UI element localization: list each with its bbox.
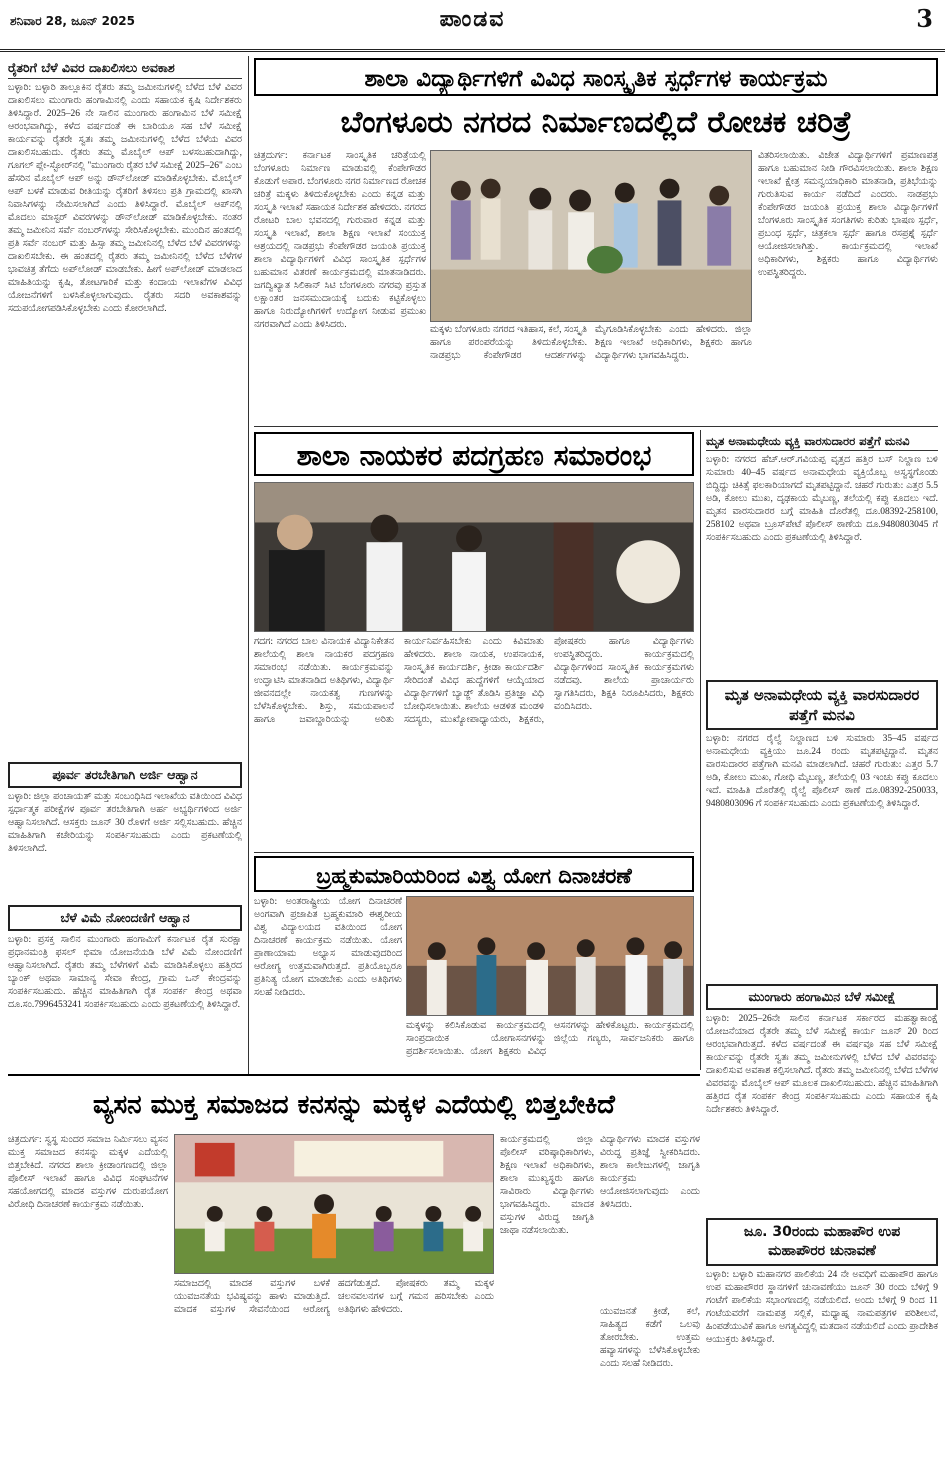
yoga-body-b: ಮಕ್ಕಳನ್ನು ಕಲಿಸಿಕೊಡುವ ಕಾರ್ಯಕ್ರಮದಲ್ಲಿ ಸಾಂಪ್ರದಾಯಿಕ ಯೋಗಾಸನಗಳನ್ನು ಪ್ರದರ್ಶಿಸಲಾಯಿತು. ಯೋಗ ಶಿಕ್ಷಕರು ವಿವಿಧ ಆಸನಗಳನ್ನು ಹೇಳಿಕೊಟ್ಟರು. ಕಾರ್ಯಕ್ರಮದಲ್ಲಿ ಜಿಲ್ಲೆಯ ಗಣ್ಯರು, ಸಾರ್ವಜನಿಕರು ಹಾಗೂ xyxy=(406,1021,694,1057)
left-article-3 xyxy=(8,905,242,1070)
right-article-1-body: ಬಳ್ಳಾರಿ: ನಗರದ ಹೆಚ್.ಆರ್.ಗವಿಯಪ್ಪ ವೃತ್ತದ ಹತ್ತಿರ ಬಸ್ ನಿಲ್ದಾಣ ಬಳಿ ಸುಮಾರು 40–45 ವರ್ಷದ ಅನಾಮಧೇಯ ವ್ಯಕ್ತಿಯೊಬ್ಬ ಅಸ್ವಸ್ಥಗೊಂಡು ಬಿದ್ದಿದ್ದು ಚಿಕಿತ್ಸೆ ಫಲಕಾರಿಯಾಗದೆ ಮೃತಪಟ್ಟಿದ್ದಾನೆ. ಚಹರೆ ಗುರುತು: ಎತ್ತರ 5.5 ಅಡಿ, ಕೋಲು ಮುಖ, ದೃಢಕಾಯ ಮೈಬಣ್ಣ, ತಲೆಯಲ್ಲಿ ಕಪ್ಪು ಕೂದಲು ಇದೆ. ಮೃತನ ವಾರಸುದಾರರ ಬಗ್ಗೆ ಮಾಹಿತಿ ದೊರೆತಲ್ಲಿ ದೂ.08392-258100, 258102 ಅಥವಾ ಬ್ರೂಸ್‌ಪೇಟೆ ಪೊಲೀಸ್ ಠಾಣೆಯ ದೂ.9480803045 ಗೆ ಸಂಪರ್ಕಿಸಬಹುದು ಎಂದು ಪ್ರಕಟಣೆಯಲ್ಲಿ ತಿಳಿಸಿದ್ದಾರೆ. xyxy=(706,455,938,543)
left-article-3-body: ಬಳ್ಳಾರಿ: ಪ್ರಸಕ್ತ ಸಾಲಿನ ಮುಂಗಾರು ಹಂಗಾಮಿಗೆ ಕರ್ನಾಟಕ ರೈತ ಸುರಕ್ಷಾ ಪ್ರಧಾನಮಂತ್ರಿ ಫಸಲ್ ಭಿಮಾ ಯೋಜನೆಯಡಿ ಬೆಳೆ ವಿಮೆ ನೋಂದಣಿಗೆ ಆಹ್ವಾನಿಸಲಾಗಿದೆ. ರೈತರು ತಮ್ಮ ಬೆಳೆಗಳಿಗೆ ವಿಮೆ ಮಾಡಿಸಿಕೊಳ್ಳಲು ಹತ್ತಿರದ ಬ್ಯಾಂಕ್ ಅಥವಾ ಸಾಮಾನ್ಯ ಸೇವಾ ಕೇಂದ್ರ, ಗ್ರಾಮ ಒನ್ ಕೇಂದ್ರವನ್ನು ಸಂಪರ್ಕಿಸಬಹುದು. ಹೆಚ್ಚಿನ ಮಾಹಿತಿಗಾಗಿ ರೈತ ಸಂಪರ್ಕ ಕೇಂದ್ರ ಅಥವಾ ದೂ.ಸಂ.7996453241 ಸಂಪರ್ಕಿಸಬಹುದು ಎಂದು ಪ್ರಕಟಣೆಯಲ್ಲಿ ತಿಳಿಸಿದ್ದಾರೆ. xyxy=(8,935,242,1010)
award-ceremony-photo xyxy=(431,151,751,321)
right-article-2-body: ಬಳ್ಳಾರಿ: ನಗರದ ರೈಲ್ವೆ ನಿಲ್ದಾಣದ ಬಳಿ ಸುಮಾರು 35–45 ವರ್ಷದ ಅನಾಮಧೇಯ ವ್ಯಕ್ತಿಯು ಜೂ.24 ರಂದು ಮೃತಪಟ್ಟಿದ್ದಾನೆ. ಮೃತನ ವಾರಸುದಾರರ ಪತ್ತೆಗಾಗಿ ಮನವಿ ಮಾಡಲಾಗಿದೆ. ಚಹರೆ ಗುರುತು: ಎತ್ತರ 5.7 ಅಡಿ, ಕೋಲು ಮುಖ, ಗೋಧಿ ಮೈಬಣ್ಣ, ತಲೆಯಲ್ಲಿ 03 ಇಂಚು ಕಪ್ಪು ಕೂದಲು ಇದೆ. ಮಾಹಿತಿ ದೊರೆತಲ್ಲಿ ರೈಲ್ವೆ ಪೊಲೀಸ್ ಠಾಣೆ ದೂ.08392-250033, 9480803096 ಗೆ ಸಂಪರ್ಕಿಸಬಹುದು ಎಂದು ಪ್ರಕಟಣೆಯಲ್ಲಿ ತಿಳಿಸಿದ್ದಾರೆ. xyxy=(706,734,938,809)
right-article-1-headline: ಮೃತ ಅನಾಮಧೇಯ ವ್ಯಕ್ತಿ ವಾರಸುದಾರರ ಪತ್ತೆಗೆ ಮನವಿ xyxy=(706,432,938,451)
yoga-headline: ಬ್ರಹ್ಮಕುಮಾರಿಯರಿಂದ ವಿಶ್ವ ಯೋಗ ದಿನಾಚರಣೆ xyxy=(254,856,694,892)
page-number: 3 xyxy=(916,4,933,33)
bottom-body-a: ಚಿತ್ರದುರ್ಗ: ಸ್ವಸ್ಥ ಸುಂದರ ಸಮಾಜ ನಿರ್ಮಿಸಲು ವ್ಯಸನ ಮುಕ್ತ ಸಮಾಜದ ಕನಸನ್ನು ಮಕ್ಕಳ ಎದೆಯಲ್ಲಿ ಬಿತ್ತಬೇಕಿದೆ. ನಗರದ ಶಾಲಾ ಕ್ರೀಡಾಂಗಣದಲ್ಲಿ ಜಿಲ್ಲಾ ಪೊಲೀಸ್ ಇಲಾಖೆ ಹಾಗೂ ವಿವಿಧ ಸಂಘಟನೆಗಳ ಸಹಯೋಗದಲ್ಲಿ ಮಾದಕ ವಸ್ತುಗಳ ದುರುಪಯೋಗ ವಿರೋಧಿ ದಿನಾಚರಣೆ ಕಾರ್ಯಕ್ರಮ ನಡೆಯಿತು. xyxy=(8,1135,168,1210)
top-headline-2: ಬೆಂಗಳೂರು ನಗರದ ನಿರ್ಮಾಣದಲ್ಲಿದೆ ರೋಚಕ ಚರಿತ್ರೆ xyxy=(340,105,852,140)
right-article-2 xyxy=(706,680,938,980)
mid-headline: ಶಾಲಾ ನಾಯಕರ ಪದಗ್ರಹಣ ಸಮಾರಂಭ xyxy=(254,432,694,476)
bottom-body-d: ವಿದ್ಯಾರ್ಥಿಗಳು ಮಾದಕ ವಸ್ತುಗಳ ವಿರುದ್ಧ ಪ್ರತಿಜ್ಞೆ ಸ್ವೀಕರಿಸಿದರು. ಶಾಲಾ ಕಾಲೇಜುಗಳಲ್ಲಿ ಜಾಗೃತಿ ಕಾರ್ಯಕ್ರಮ ಆಯೋಜಿಸಲಾಗುವುದು ಎಂದು ತಿಳಿಸಿದರು. xyxy=(600,1135,700,1210)
left-article-3-headline: ಬೆಳೆ ವಿಮೆ ನೋಂದಣಿಗೆ ಆಹ್ವಾನ xyxy=(8,905,242,931)
bottom-photo xyxy=(174,1134,494,1274)
bottom-headline: ವ್ಯಸನ ಮುಕ್ತ ಸಮಾಜದ ಕನಸನ್ನು ಮಕ್ಕಳ ಎದೆಯಲ್ಲಿ ಬಿತ್ತಬೇಕಿದೆ xyxy=(93,1090,615,1120)
bottom-body-b: ಸಮಾಜದಲ್ಲಿ ಮಾದಕ ವಸ್ತುಗಳ ಬಳಕೆ ಯುವಜನತೆಯ ಭವಿಷ್ಯವನ್ನು ಹಾಳು ಮಾಡುತ್ತಿದೆ. ಮಾದಕ ವಸ್ತುಗಳ ಸೇವನೆಯಿಂದ ಆರೋಗ್ಯ ಹದಗೆಡುತ್ತದೆ. ಪೋಷಕರು ತಮ್ಮ ಮಕ್ಕಳ ಚಲನವಲನಗಳ ಬಗ್ಗೆ ಗಮನ ಹರಿಸಬೇಕು ಎಂದು ಅತಿಥಿಗಳು ಹೇಳಿದರು. xyxy=(174,1279,494,1315)
left-article-1-headline: ರೈತರಿಗೆ ಬೆಳೆ ವಿವರ ದಾಖಲಿಸಲು ಅವಕಾಶ xyxy=(8,58,242,79)
mid-photo xyxy=(254,482,694,632)
left-article-2-body: ಬಳ್ಳಾರಿ: ಜಿಲ್ಲಾ ಪಂಚಾಯತ್ ಮತ್ತು ಸಂಬಂಧಿಸಿದ ಇಲಾಖೆಯ ವತಿಯಿಂದ ವಿವಿಧ ಸ್ಪರ್ಧಾತ್ಮಕ ಪರೀಕ್ಷೆಗಳ ಪೂರ್ವ ತರಬೇತಿಗಾಗಿ ಅರ್ಹ ಅಭ್ಯರ್ಥಿಗಳಿಂದ ಅರ್ಜಿ ಆಹ್ವಾನಿಸಲಾಗಿದೆ. ಆಸಕ್ತರು ಜೂನ್ 30 ರೊಳಗೆ ಅರ್ಜಿ ಸಲ್ಲಿಸಬಹುದು. ಹೆಚ್ಚಿನ ಮಾಹಿತಿಗಾಗಿ ಕಚೇರಿಯನ್ನು ಸಂಪರ್ಕಿಸಬಹುದು ಎಂದು ಪ್ರಕಟಣೆಯಲ್ಲಿ ತಿಳಿಸಲಾಗಿದೆ. xyxy=(8,792,242,854)
rule-under-top xyxy=(254,426,938,427)
top-body-left: ಚಿತ್ರದುರ್ಗ: ಕರ್ನಾಟಕ ಸಾಂಸ್ಕೃತಿಕ ಚರಿತ್ರೆಯಲ್ಲಿ ಬೆಂಗಳೂರು ನಿರ್ಮಾಣ ಮಾಡುವಲ್ಲಿ ಕೆಂಪೇಗೌಡರ ಕೊಡುಗೆ ಅಪಾರ. ಬೆಂಗಳೂರು ನಗರ ನಿರ್ಮಾಣದ ರೋಚಕ ಚರಿತ್ರೆ ಮಕ್ಕಳು ತಿಳಿದುಕೊಳ್ಳಬೇಕು ಎಂದು ಕನ್ನಡ ಮತ್ತು ಸಂಸ್ಕೃತಿ ಇಲಾಖೆ ಸಹಾಯಕ ನಿರ್ದೇಶಕ ಹೇಳಿದರು. ನಗರದ ರೋಟರಿ ಬಾಲ ಭವನದಲ್ಲಿ ಗುರುವಾರ ಕನ್ನಡ ಮತ್ತು ಸಂಸ್ಕೃತಿ ಇಲಾಖೆ, ಶಾಲಾ ಶಿಕ್ಷಣ ಇಲಾಖೆ ಸಂಯುಕ್ತ ಆಶ್ರಯದಲ್ಲಿ ನಾಡಪ್ರಭು ಕೆಂಪೇಗೌಡರ ಜಯಂತಿ ಪ್ರಯುಕ್ತ ಶಾಲಾ ವಿದ್ಯಾರ್ಥಿಗಳಿಗೆ ವಿವಿಧ ಸಾಂಸ್ಕೃತಿಕ ಸ್ಪರ್ಧೆಗಳ ಬಹುಮಾನ ವಿತರಣೆ ಕಾರ್ಯಕ್ರಮದಲ್ಲಿ ಮಾತನಾಡಿದರು. ಜಗದ್ವಿಖ್ಯಾತ ಸಿಲಿಕಾನ್ ಸಿಟಿ ಬೆಂಗಳೂರು ನಗರವು ಪ್ರಸ್ತುತ ಲಕ್ಷಾಂತರ ಜನಸಮುದಾಯಕ್ಕೆ ಬದುಕು ಕಟ್ಟಿಕೊಳ್ಳಲು ಹಾಗೂ ನಿರುದ್ಯೋಗಿಗಳಿಗೆ ಉದ್ಯೋಗ ನೀಡುವ ಪ್ರಮುಖ ನಗರವಾಗಿದೆ ಎಂದು ತಿಳಿಸಿದರು. xyxy=(254,151,426,330)
right-article-4-body: ಬಳ್ಳಾರಿ: ಬಳ್ಳಾರಿ ಮಹಾನಗರ ಪಾಲಿಕೆಯ 24 ನೇ ಅವಧಿಗೆ ಮಹಾಪೌರ ಹಾಗೂ ಉಪ ಮಹಾಪೌರರ ಸ್ಥಾನಗಳಿಗೆ ಚುನಾವಣೆಯು ಜೂನ್ 30 ರಂದು ಬೆಳಿಗ್ಗೆ 9 ಗಂಟೆಗೆ ಪಾಲಿಕೆಯ ಸಭಾಂಗಣದಲ್ಲಿ ನಡೆಯಲಿದೆ. ಅಂದು ಬೆಳಿಗ್ಗೆ 9 ರಿಂದ 11 ಗಂಟೆಯವರೆಗೆ ನಾಮಪತ್ರ ಸಲ್ಲಿಕೆ, ಮಧ್ಯಾಹ್ನ ನಾಮಪತ್ರಗಳ ಪರಿಶೀಲನೆ, ಹಿಂಪಡೆಯುವಿಕೆ ಹಾಗೂ ಅಗತ್ಯವಿದ್ದಲ್ಲಿ ಮತದಾನ ನಡೆಯಲಿದೆ ಎಂದು ಪ್ರಾದೇಶಿಕ ಆಯುಕ್ತರು ತಿಳಿಸಿದ್ದಾರೆ. xyxy=(706,1270,938,1345)
rule-above-yoga xyxy=(254,852,694,853)
right-article-3 xyxy=(706,984,938,1214)
issue-date: ಶನಿವಾರ 28, ಜೂನ್ 2025 xyxy=(10,14,136,28)
left-article-2-headline: ಪೂರ್ವ ತರಬೇತಿಗಾಗಿ ಅರ್ಜಿ ಆಹ್ವಾನ xyxy=(8,762,242,788)
anti-drug-day-photo xyxy=(175,1135,493,1273)
right-article-4 xyxy=(706,1218,938,1468)
mid-body: ಗದಗ: ನಗರದ ಬಾಲ ವಿನಾಯಕ ವಿದ್ಯಾನಿಕೇತನ ಶಾಲೆಯಲ್ಲಿ ಶಾಲಾ ನಾಯಕರ ಪದಗ್ರಹಣ ಸಮಾರಂಭ ನಡೆಯಿತು. ಕಾರ್ಯಕ್ರಮವನ್ನು ಉದ್ಘಾಟಿಸಿ ಮಾತನಾಡಿದ ಅತಿಥಿಗಳು, ವಿದ್ಯಾರ್ಥಿ ಜೀವನದಲ್ಲೇ ನಾಯಕತ್ವ ಗುಣಗಳನ್ನು ಬೆಳೆಸಿಕೊಳ್ಳಬೇಕು. ಶಿಸ್ತು, ಸಮಯಪಾಲನೆ ಹಾಗೂ ಜವಾಬ್ದಾರಿಯನ್ನು ಅರಿತು ಕಾರ್ಯನಿರ್ವಹಿಸಬೇಕು ಎಂದು ಕಿವಿಮಾತು ಹೇಳಿದರು. ಶಾಲಾ ನಾಯಕ, ಉಪನಾಯಕ, ಸಾಂಸ್ಕೃತಿಕ ಕಾರ್ಯದರ್ಶಿ, ಕ್ರೀಡಾ ಕಾರ್ಯದರ್ಶಿ ಸೇರಿದಂತೆ ವಿವಿಧ ಹುದ್ದೆಗಳಿಗೆ ಆಯ್ಕೆಯಾದ ವಿದ್ಯಾರ್ಥಿಗಳಿಗೆ ಬ್ಯಾಡ್ಜ್ ತೊಡಿಸಿ ಪ್ರತಿಜ್ಞಾ ವಿಧಿ ಬೋಧಿಸಲಾಯಿತು. ಶಾಲೆಯ ಆಡಳಿತ ಮಂಡಳಿ ಸದಸ್ಯರು, ಮುಖ್ಯೋಪಾಧ್ಯಾಯರು, ಶಿಕ್ಷಕರು, ಪೋಷಕರು ಹಾಗೂ ವಿದ್ಯಾರ್ಥಿಗಳು ಉಪಸ್ಥಿತರಿದ್ದರು. ಕಾರ್ಯಕ್ರಮದಲ್ಲಿ ವಿದ್ಯಾರ್ಥಿಗಳಿಂದ ಸಾಂಸ್ಕೃತಿಕ ಕಾರ್ಯಕ್ರಮಗಳು ನಡೆದವು. ಶಾಲೆಯ ಪ್ರಾಚಾರ್ಯರು ಸ್ವಾಗತಿಸಿದರು, ಶಿಕ್ಷಕಿ ನಿರೂಪಿಸಿದರು, ಶಿಕ್ಷಕರು ವಂದಿಸಿದರು. xyxy=(254,637,694,725)
rule-above-bottom xyxy=(8,1074,700,1076)
top-headline-1: ಶಾಲಾ ವಿದ್ಯಾರ್ಥಿಗಳಿಗೆ ವಿವಿಧ ಸಾಂಸ್ಕೃತಿಕ ಸ್ಪರ್ಧೆಗಳ ಕಾರ್ಯಕ್ರಮ xyxy=(254,58,938,96)
right-article-4-headline: ಜೂ. 30ರಂದು ಮಹಾಪೌರ ಉಪ ಮಹಾಪೌರರ ಚುನಾವಣೆ xyxy=(706,1218,938,1266)
yoga-photo xyxy=(406,896,694,1016)
bottom-body-e: ಯುವಜನತೆ ಕ್ರೀಡೆ, ಕಲೆ, ಸಾಹಿತ್ಯದ ಕಡೆಗೆ ಒಲವು ತೋರಬೇಕು. ಉತ್ತಮ ಹವ್ಯಾಸಗಳನ್ನು ಬೆಳೆಸಿಕೊಳ್ಳಬೇಕು ಎಂದು ಸಲಹೆ ನೀಡಿದರು. xyxy=(600,1307,700,1369)
left-article-2 xyxy=(8,762,242,900)
masthead xyxy=(0,0,945,52)
leaders-installation-photo xyxy=(255,483,693,631)
right-article-3-headline: ಮುಂಗಾರು ಹಂಗಾಮಿನ ಬೆಳೆ ಸಮೀಕ್ಷೆ xyxy=(706,984,938,1010)
yoga-body-a: ಬಳ್ಳಾರಿ: ಅಂತರಾಷ್ಟ್ರೀಯ ಯೋಗ ದಿನಾಚರಣೆ ಅಂಗವಾಗಿ ಪ್ರಜಾಪಿತ ಬ್ರಹ್ಮಕುಮಾರಿ ಈಶ್ವರೀಯ ವಿಶ್ವ ವಿದ್ಯಾಲಯದ ವತಿಯಿಂದ ಯೋಗ ದಿನಾಚರಣೆ ಕಾರ್ಯಕ್ರಮ ನಡೆಯಿತು. ಯೋಗ ಪ್ರಾಣಾಯಾಮ ಅಭ್ಯಾಸ ಮಾಡುವುದರಿಂದ ಆರೋಗ್ಯ ಉತ್ತಮವಾಗಿರುತ್ತದೆ. ಪ್ರತಿಯೊಬ್ಬರೂ ಪ್ರತಿನಿತ್ಯ ಯೋಗ ಮಾಡಬೇಕು ಎಂದು ಅತಿಥಿಗಳು ಸಲಹೆ ನೀಡಿದರು. xyxy=(254,897,402,998)
top-body-right: ವಿತರಿಸಲಾಯಿತು. ವಿಜೇತ ವಿದ್ಯಾರ್ಥಿಗಳಿಗೆ ಪ್ರಮಾಣಪತ್ರ ಹಾಗೂ ಬಹುಮಾನ ನೀಡಿ ಗೌರವಿಸಲಾಯಿತು. ಶಾಲಾ ಶಿಕ್ಷಣ ಇಲಾಖೆ ಕ್ಷೇತ್ರ ಸಮನ್ವಯಾಧಿಕಾರಿ ಮಾತನಾಡಿ, ಪ್ರತಿಭೆಯನ್ನು ಗುರುತಿಸುವ ಕಾರ್ಯ ನಡೆದಿದೆ ಎಂದರು. ನಾಡಪ್ರಭು ಕೆಂಪೇಗೌಡರ ಜಯಂತಿ ಪ್ರಯುಕ್ತ ಶಾಲಾ ವಿದ್ಯಾರ್ಥಿಗಳಿಗೆ ಬೆಂಗಳೂರು ಸಾಂಸ್ಕೃತಿಕ ಸಂಗತಿಗಳು ಕುರಿತು ಭಾಷಣ ಸ್ಪರ್ಧೆ, ಪ್ರಬಂಧ ಸ್ಪರ್ಧೆ, ಚಿತ್ರಕಲಾ ಸ್ಪರ್ಧೆ ಹಾಗೂ ರಸಪ್ರಶ್ನೆ ಸ್ಪರ್ಧೆ ಆಯೋಜಿಸಲಾಗಿತ್ತು. ಕಾರ್ಯಕ್ರಮದಲ್ಲಿ ಇಲಾಖೆ ಅಧಿಕಾರಿಗಳು, ಶಿಕ್ಷಕರು ಹಾಗೂ ವಿದ್ಯಾರ್ಥಿಗಳು ಉಪಸ್ಥಿತರಿದ್ದರು. xyxy=(758,151,938,278)
top-photo xyxy=(430,150,752,322)
newspaper-name: ಪಾಂಡವ xyxy=(439,6,506,32)
right-article-2-headline: ಮೃತ ಅನಾಮಧೇಯ ವ್ಯಕ್ತಿ ವಾರಸುದಾರರ ಪತ್ತೆಗೆ ಮನವಿ xyxy=(706,680,938,730)
left-article-1 xyxy=(8,58,242,758)
column-rule-left xyxy=(248,56,249,1074)
top-body-mid: ಮಕ್ಕಳು ಬೆಂಗಳೂರು ನಗರದ ಇತಿಹಾಸ, ಕಲೆ, ಸಂಸ್ಕೃತಿ ಹಾಗೂ ಪರಂಪರೆಯನ್ನು ತಿಳಿದುಕೊಳ್ಳಬೇಕು. ನಾಡಪ್ರಭು ಕೆಂಪೇಗೌಡರ ಆದರ್ಶಗಳನ್ನು ಮೈಗೂಡಿಸಿಕೊಳ್ಳಬೇಕು ಎಂದು ಹೇಳಿದರು. ಜಿಲ್ಲಾ ಶಿಕ್ಷಣ ಇಲಾಖೆ ಅಧಿಕಾರಿಗಳು, ಶಿಕ್ಷಕರು ಹಾಗೂ ವಿದ್ಯಾರ್ಥಿಗಳು ಭಾಗವಹಿಸಿದ್ದರು. xyxy=(430,325,752,361)
column-rule-right xyxy=(700,430,701,1070)
yoga-day-photo xyxy=(407,897,693,1015)
right-article-3-body: ಬಳ್ಳಾರಿ: 2025–26ನೇ ಸಾಲಿನ ಕರ್ನಾಟಕ ಸರ್ಕಾರದ ಮಹತ್ವಾಕಾಂಕ್ಷೆ ಯೋಜನೆಯಾದ ರೈತರೇ ತಮ್ಮ ಬೆಳೆ ಸಮೀಕ್ಷೆ ಕಾರ್ಯ ಜೂನ್ 20 ರಿಂದ ಆರಂಭವಾಗಿರುತ್ತದೆ. ಕಳೆದ ವರ್ಷದಂತೆ ಈ ವರ್ಷವೂ ಸಹ ಬೆಳೆ ಸಮೀಕ್ಷೆ ಕಾರ್ಯವನ್ನು ರೈತರೇ ಸ್ವತಃ ತಮ್ಮ ಜಮೀನುಗಳಲ್ಲಿ ಬೆಳೆದ ಬೆಳೆ ವಿವರವನ್ನು ದಾಖಲಿಸುವ ಅವಕಾಶ ಕಲ್ಪಿಸಲಾಗಿದೆ. ರೈತರು ತಮ್ಮ ಜಮೀನಿನಲ್ಲಿ ಬೆಳೆದ ಬೆಳೆಗಳ ವಿವರವನ್ನು ಮೊಬೈಲ್ ಆಪ್ ಮೂಲಕ ದಾಖಲಿಸಬಹುದು. ಹೆಚ್ಚಿನ ಮಾಹಿತಿಗಾಗಿ ಹತ್ತಿರದ ರೈತ ಸಂಪರ್ಕ ಕೇಂದ್ರ ಸಂಪರ್ಕಿಸಬಹುದು ಎಂದು ಸಹಾಯಕ ಕೃಷಿ ನಿರ್ದೇಶಕರು ತಿಳಿಸಿದ್ದಾರೆ. xyxy=(706,1014,938,1115)
right-article-1 xyxy=(706,432,938,676)
bottom-body-c: ಕಾರ್ಯಕ್ರಮದಲ್ಲಿ ಜಿಲ್ಲಾ ಪೊಲೀಸ್ ವರಿಷ್ಠಾಧಿಕಾರಿಗಳು, ಶಿಕ್ಷಣ ಇಲಾಖೆ ಅಧಿಕಾರಿಗಳು, ಶಾಲಾ ಮುಖ್ಯಸ್ಥರು ಹಾಗೂ ಸಾವಿರಾರು ವಿದ್ಯಾರ್ಥಿಗಳು ಭಾಗವಹಿಸಿದ್ದರು. ಮಾದಕ ವಸ್ತುಗಳ ವಿರುದ್ಧ ಜಾಗೃತಿ ಜಾಥಾ ನಡೆಸಲಾಯಿತು. xyxy=(500,1135,594,1236)
left-article-1-body: ಬಳ್ಳಾರಿ: ಬಳ್ಳಾರಿ ತಾಲ್ಲೂಕಿನ ರೈತರು ತಮ್ಮ ಜಮೀನುಗಳಲ್ಲಿ ಬೆಳೆದ ಬೆಳೆ ವಿವರ ದಾಖಲಿಸಲು ಮುಂಗಾರು ಹಂಗಾಮಿನಲ್ಲಿ ಎಂದು ಸಹಾಯಕ ಕೃಷಿ ನಿರ್ದೇಶಕರು ತಿಳಿಸಿದ್ದಾರೆ. 2025–26 ನೇ ಸಾಲಿನ ಮುಂಗಾರು ಹಂಗಾಮಿನ ಬೆಳೆ ಸಮೀಕ್ಷೆ ಆರಂಭವಾಗಿದ್ದು, ಕಳೆದ ವರ್ಷದಂತೆ ಈ ಬಾರಿಯೂ ಸಹ ಬೆಳೆ ಸಮೀಕ್ಷೆ ಕಾರ್ಯವನ್ನು ರೈತರೇ ಸ್ವತಃ ತಮ್ಮ ಜಮೀನುಗಳಲ್ಲಿ ಬೆಳೆದ ಬೆಳೆಯ ವಿವರ ದಾಖಲಿಸಬಹುದು. ರೈತರು ತಮ್ಮ ಮೊಬೈಲ್ ಆಪ್ ಬಳಸಬಹುದಾಗಿದ್ದು, ಗೂಗಲ್ ಪ್ಲೇ-ಸ್ಟೋರ್‌ನಲ್ಲಿ "ಮುಂಗಾರು ರೈತರ ಬೆಳೆ ಸಮೀಕ್ಷೆ 2025–26" ಎಂಬ ಹೆಸರಿನ ಮೊಬೈಲ್ ಆಪ್ ಅನ್ನು ಡೌನ್‌ಲೋಡ್ ಮಾಡಿಕೊಳ್ಳಬೇಕು. ಮೊಬೈಲ್ ಆಪ್ ಬಳಕೆ ಮಾಡುವ ರೀತಿಯನ್ನು ರೈತರಿಗೆ ತಿಳಿಸಲು ಪ್ರತಿ ಗ್ರಾಮದಲ್ಲಿ ಖಾಸಗಿ ನಿವಾಸಿಗಳನ್ನು ನೇಮಿಸಲಾಗಿದೆ ಎಂದು ತಿಳಿಸಿದ್ದಾರೆ. ಮೊಬೈಲ್ ಆಪ್‌ನಲ್ಲಿ ಮೊದಲು ಮಾಸ್ಟರ್ ವಿವರಗಳನ್ನು ಡೌನ್‌ಲೋಡ್ ಮಾಡಿಕೊಳ್ಳಬೇಕು. ನಂತರ ತಮ್ಮ ಜಮೀನಿನ ಸರ್ವೆ ನಂಬರ್‌ಗಳನ್ನು ಸೇರಿಸಿಕೊಳ್ಳಬೇಕು. ಮುಂದಿನ ಹಂತದಲ್ಲಿ ಪ್ರತಿ ಸರ್ವೆ ನಂಬರ್ ಮತ್ತು ಹಿಸ್ಸಾ ತಮ್ಮ ಜಮೀನಿನಲ್ಲಿ ಬೆಳೆದ ಬೆಳೆ ವಿವರಗಳನ್ನು ದಾಖಲಿಸಬೇಕು. ಈ ಹಂತದಲ್ಲಿ ರೈತರು ತಮ್ಮ ಜಮೀನಿನಲ್ಲಿ ಬೆಳೆದ ಬೆಳೆಗಳ ಭಾವಚಿತ್ರ ತೆಗೆದು ಅಪ್‌ಲೋಡ್ ಮಾಡಬೇಕು. ಹೀಗೆ ಅಪ್‌ಲೋಡ್ ಮಾಡಲಾದ ಮಾಹಿತಿಯನ್ನು ಕೃಷಿ, ತೋಟಗಾರಿಕೆ ಮತ್ತು ಕಂದಾಯ ಇಲಾಖೆಗಳ ವಿವಿಧ ಯೋಜನೆಗಳಿಗೆ ಬಳಸಿಕೊಳ್ಳಲಾಗುವುದು. ರೈತರು ಸದರಿ ಅವಕಾಶವನ್ನು ಸದುಪಯೋಗಪಡಿಸಿಕೊಳ್ಳಬೇಕು ಎಂದು ಕೋರಲಾಗಿದೆ. xyxy=(8,83,242,314)
